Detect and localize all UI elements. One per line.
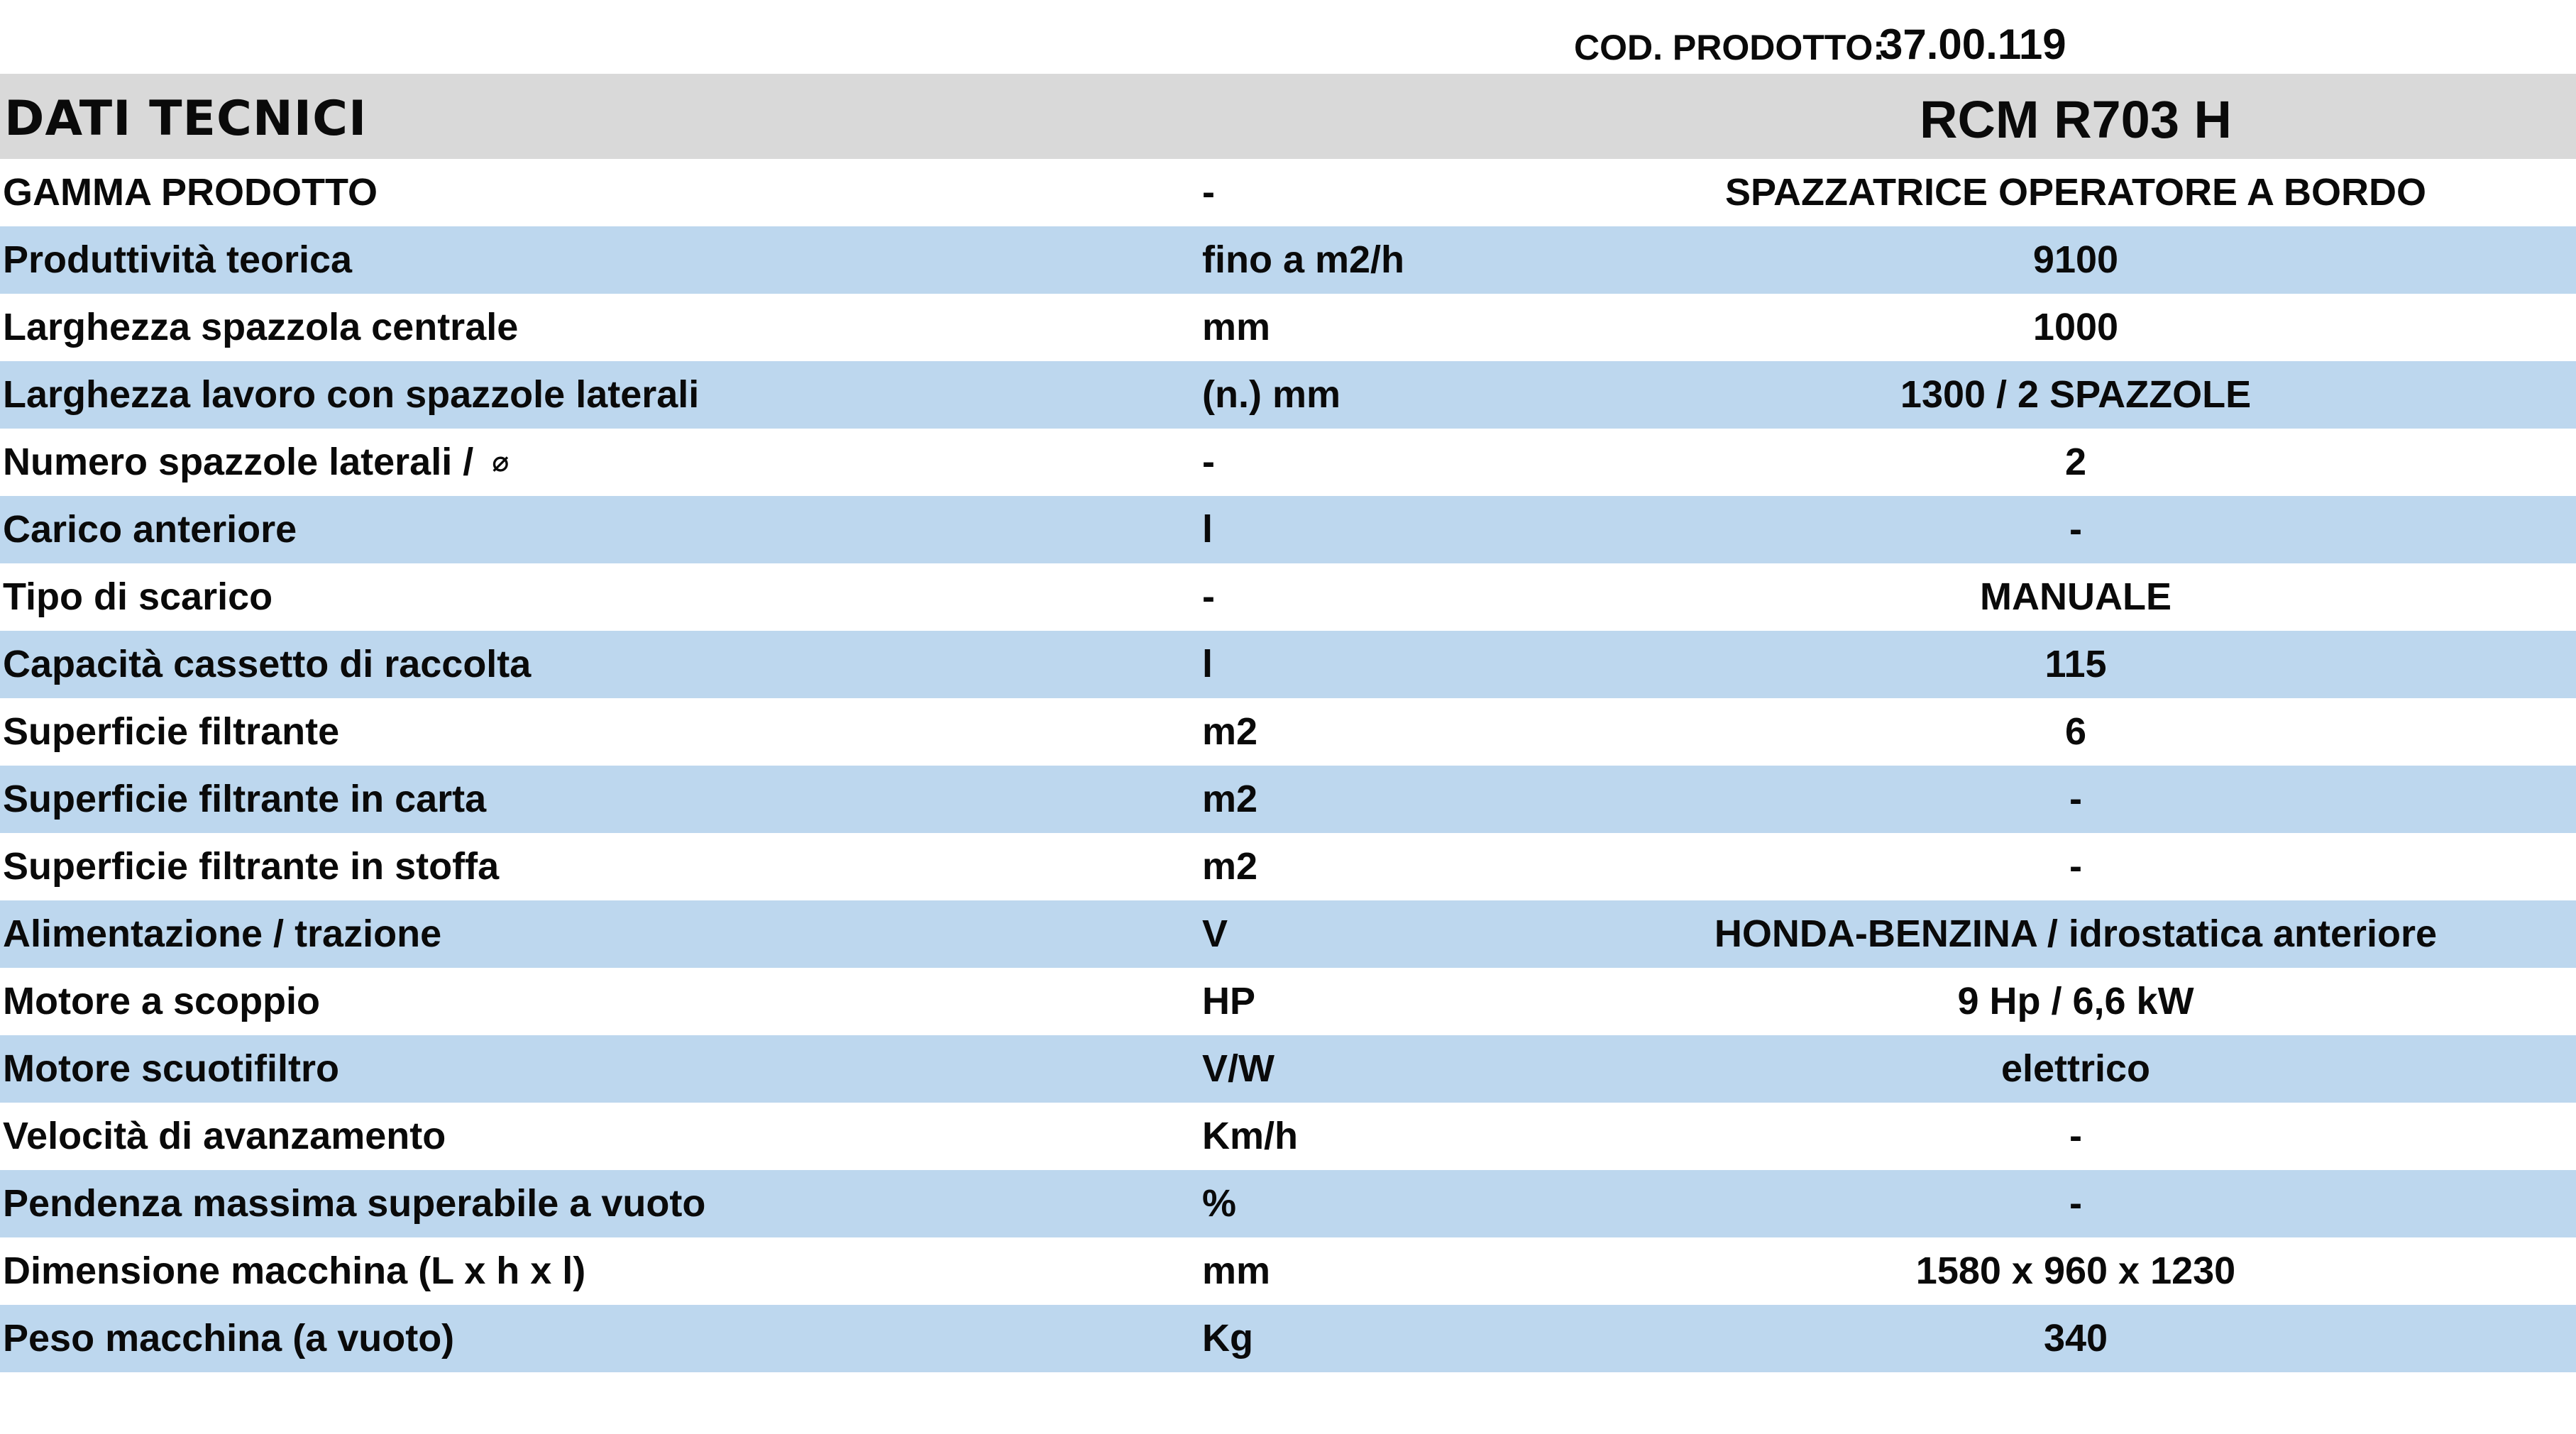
row-unit: Km/h (1202, 1115, 1298, 1157)
row-label: Motore scuotifiltro (3, 1047, 339, 1090)
page-title: DATI TECNICI (4, 91, 368, 147)
row-value: 340 (2043, 1317, 2108, 1359)
row-label: Pendenza massima superabile a vuoto (3, 1182, 706, 1225)
table-row (0, 563, 2576, 631)
diameter-symbol-icon: ⌀ (492, 446, 510, 478)
table-row (0, 766, 2576, 833)
row-value: - (2069, 1182, 2082, 1225)
row-value: HONDA-BENZINA / idrostatica anteriore (1714, 912, 2438, 955)
product-code-bar (0, 0, 2576, 74)
table-row (0, 1305, 2576, 1372)
table-row (0, 1103, 2576, 1170)
row-label: Numero spazzole laterali / (3, 441, 474, 483)
product-code-value: 37.00.119 (1879, 21, 2066, 68)
row-unit: Kg (1202, 1317, 1253, 1359)
row-unit: - (1202, 575, 1215, 618)
row-label: Carico anteriore (3, 508, 297, 551)
row-unit: % (1202, 1182, 1237, 1225)
row-value: 9 Hp / 6,6 kW (1957, 980, 2194, 1022)
row-value: - (2069, 845, 2082, 888)
table-row (0, 1170, 2576, 1237)
row-unit: l (1202, 508, 1213, 551)
table-header (0, 74, 2576, 159)
row-unit: - (1202, 441, 1215, 483)
row-unit: V (1202, 912, 1228, 955)
row-unit: mm (1202, 1250, 1271, 1292)
row-label: Superficie filtrante in stoffa (3, 845, 500, 888)
table-row (0, 1237, 2576, 1305)
row-label: Superficie filtrante in carta (3, 778, 487, 820)
row-unit: l (1202, 643, 1213, 685)
row-value: 6 (2064, 710, 2087, 753)
row-label: Produttività teorica (3, 238, 353, 281)
row-label: Peso macchina (a vuoto) (3, 1317, 455, 1359)
row-value: SPAZZATRICE OPERATORE A BORDO (1724, 171, 2427, 214)
table-row (0, 833, 2576, 900)
specs-table (0, 159, 2576, 1372)
table-row (0, 294, 2576, 361)
table-row (0, 496, 2576, 563)
table-row (0, 900, 2576, 968)
row-value: - (2069, 1115, 2082, 1157)
row-unit: m2 (1202, 845, 1258, 888)
row-value: 2 (2064, 441, 2087, 483)
row-unit: (n.) mm (1202, 373, 1341, 416)
table-row (0, 159, 2576, 226)
row-value: elettrico (2000, 1047, 2151, 1090)
row-value: 1580 x 960 x 1230 (1915, 1250, 2236, 1292)
row-label: Motore a scoppio (3, 980, 321, 1022)
table-row (0, 361, 2576, 429)
row-unit: fino a m2/h (1202, 238, 1405, 281)
row-value: MANUALE (1980, 575, 2172, 618)
table-row (0, 698, 2576, 766)
table-row (0, 1035, 2576, 1103)
table-row (0, 968, 2576, 1035)
model-name: RCM R703 H (1920, 90, 2232, 149)
row-unit: V/W (1202, 1047, 1275, 1090)
row-label: Larghezza spazzola centrale (3, 306, 519, 348)
row-value: 1300 / 2 SPAZZOLE (1900, 373, 2252, 416)
row-label: Larghezza lavoro con spazzole laterali (3, 373, 700, 416)
row-value: 9100 (2032, 238, 2119, 281)
row-label: Capacità cassetto di raccolta (3, 643, 532, 685)
row-label: Superficie filtrante (3, 710, 340, 753)
row-label: GAMMA PRODOTTO (3, 171, 378, 214)
row-value: 1000 (2032, 306, 2119, 348)
row-label-with-icon (3, 429, 509, 496)
table-row (0, 631, 2576, 698)
row-unit: m2 (1202, 710, 1258, 753)
row-value: - (2069, 508, 2082, 551)
row-unit: m2 (1202, 778, 1258, 820)
row-label: Alimentazione / trazione (3, 912, 442, 955)
row-label: Tipo di scarico (3, 575, 273, 618)
row-unit: - (1202, 171, 1215, 214)
row-value: - (2069, 778, 2082, 820)
row-unit: mm (1202, 306, 1271, 348)
row-label: Dimensione macchina (L x h x l) (3, 1250, 586, 1292)
row-unit: HP (1202, 980, 1256, 1022)
table-row (0, 429, 2576, 496)
product-code-label: COD. PRODOTTO: (1574, 28, 1885, 67)
table-row (0, 226, 2576, 294)
row-label: Velocità di avanzamento (3, 1115, 446, 1157)
row-value: 115 (2044, 643, 2107, 685)
